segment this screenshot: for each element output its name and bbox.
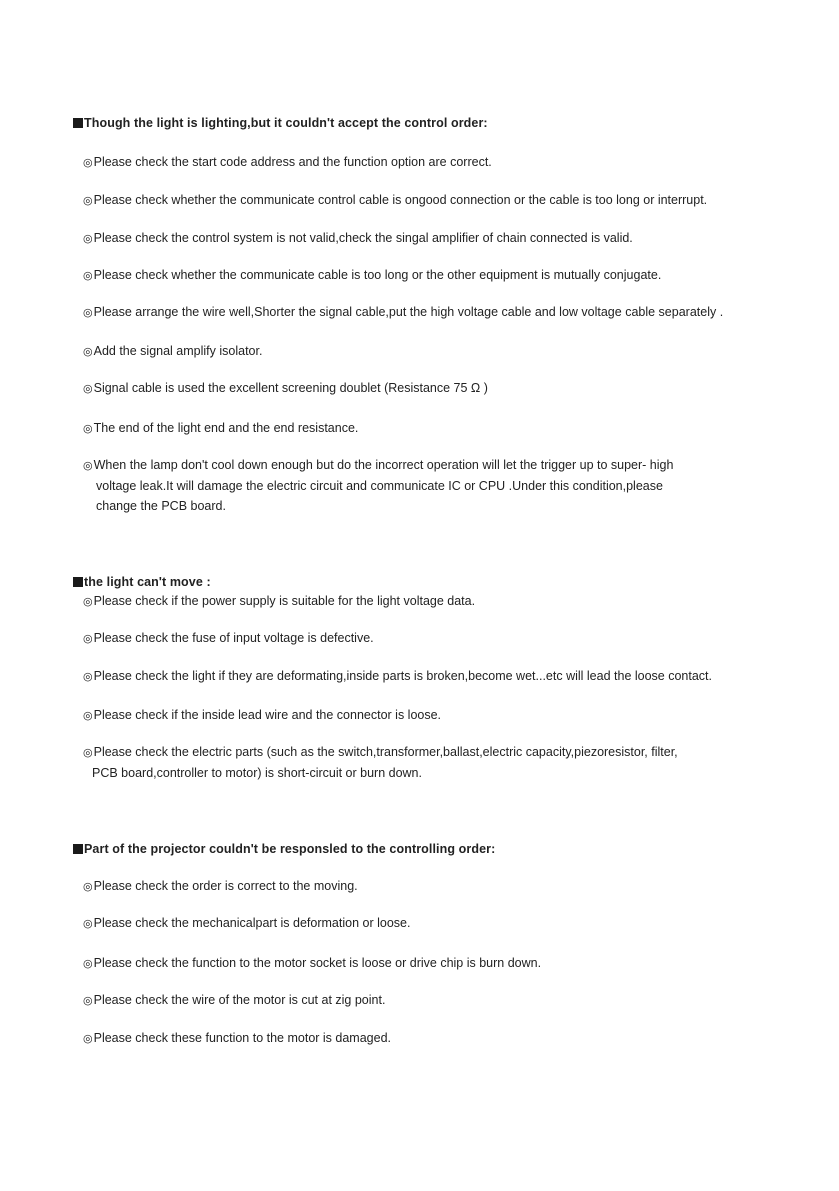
- bullet-icon: ◎: [83, 633, 93, 645]
- list-item: ◎Please check if the power supply is suitable for the light voltage data.: [83, 591, 475, 612]
- list-item: ◎The end of the light end and the end resistance.: [83, 418, 358, 439]
- bullet-icon: ◎: [83, 307, 93, 319]
- list-item: ◎Please check the control system is not valid,check the singal amplifier of chain connected is valid.: [83, 228, 633, 249]
- square-bullet-icon: [73, 118, 83, 128]
- bullet-icon: ◎: [83, 881, 93, 893]
- list-item: ◎Add the signal amplify isolator.: [83, 341, 262, 362]
- bullet-icon: ◎: [83, 958, 93, 970]
- bullet-icon: ◎: [83, 747, 93, 759]
- list-item: ◎Please check the order is correct to the moving.: [83, 876, 358, 897]
- bullet-icon: ◎: [83, 1033, 93, 1045]
- square-bullet-icon: [73, 577, 83, 587]
- list-item: ◎Please check the wire of the motor is cut at zig point.: [83, 990, 385, 1011]
- section-heading-control-order: Though the light is lighting,but it couldn't accept the control order:: [73, 116, 488, 130]
- square-bullet-icon: [73, 844, 83, 854]
- list-item: ◎Signal cable is used the excellent screening doublet (Resistance 75 Ω ): [83, 378, 488, 399]
- list-item: ◎Please check the mechanicalpart is deformation or loose.: [83, 913, 410, 934]
- bullet-icon: ◎: [83, 710, 93, 722]
- list-item: ◎Please check whether the communicate control cable is ongood connection or the cable is too long or interrupt.: [83, 190, 707, 211]
- list-item: ◎Please check the start code address and the function option are correct.: [83, 152, 492, 173]
- list-item: ◎Please check the function to the motor socket is loose or drive chip is burn down.: [83, 953, 541, 974]
- bullet-icon: ◎: [83, 596, 93, 608]
- list-item: ◎Please check the light if they are deformating,inside parts is broken,become wet...etc will lead the loose contact.: [83, 666, 712, 687]
- list-item: ◎Please check whether the communicate cable is too long or the other equipment is mutually conjugate.: [83, 265, 661, 286]
- bullet-icon: ◎: [83, 157, 93, 169]
- list-item: ◎Please check the fuse of input voltage is defective.: [83, 628, 374, 649]
- bullet-icon: ◎: [83, 346, 93, 358]
- list-item: ◎When the lamp don't cool down enough but do the incorrect operation will let the trigger up to super- high voltage leak.It will damage the electric circuit and communicate IC or CPU .Under this condition,please change the PCB board.: [83, 458, 674, 513]
- list-item: ◎Please check the electric parts (such as the switch,transformer,ballast,electric capacity,piezoresistor, filter, PCB board,controller to motor) is short-circuit or burn down.: [83, 745, 678, 780]
- bullet-icon: ◎: [83, 270, 93, 282]
- bullet-icon: ◎: [83, 423, 93, 435]
- bullet-icon: ◎: [83, 233, 93, 245]
- bullet-icon: ◎: [83, 383, 93, 395]
- bullet-icon: ◎: [83, 460, 93, 472]
- list-item: ◎Please arrange the wire well,Shorter the signal cable,put the high voltage cable and low voltage cable separately .: [83, 302, 723, 323]
- bullet-icon: ◎: [83, 918, 93, 930]
- bullet-icon: ◎: [83, 995, 93, 1007]
- list-item: ◎Please check these function to the motor is damaged.: [83, 1028, 391, 1049]
- list-item: ◎Please check if the inside lead wire and the connector is loose.: [83, 705, 441, 726]
- section-heading-projector: Part of the projector couldn't be responsled to the controlling order:: [73, 842, 495, 856]
- bullet-icon: ◎: [83, 671, 93, 683]
- bullet-icon: ◎: [83, 195, 93, 207]
- section-heading-cant-move: the light can't move :: [73, 575, 211, 589]
